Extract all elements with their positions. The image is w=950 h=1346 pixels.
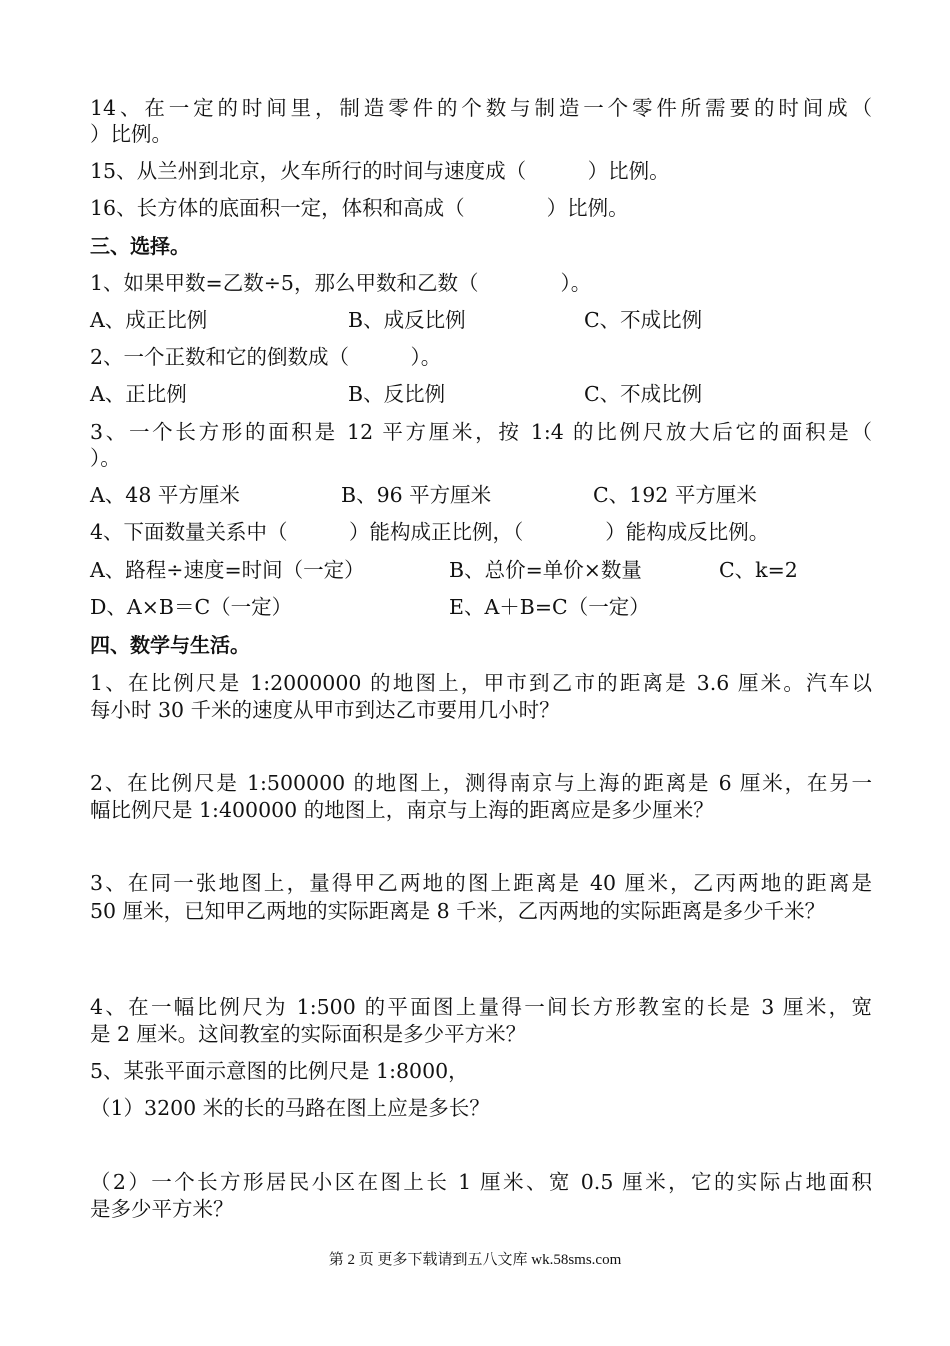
problem-5-sub-1: （1）3200 米的长的马路在图上应是多长？ [90, 1096, 490, 1120]
choice-1-option-c: C、不成比例 [584, 308, 703, 332]
choice-4-option-c: C、k=2 [719, 558, 798, 582]
choice-question-3-line2: ）。 [90, 446, 121, 470]
problem-1-line2: 每小时 30 千米的速度从甲市到达乙市要用几小时？ [90, 698, 560, 722]
page-footer: 第 2 页 更多下载请到五八文库 wk.58sms.com [328, 1252, 622, 1268]
choice-1-option-b: B、成反比例 [348, 308, 466, 332]
choice-4-option-d: D、A×B＝C（一定） [90, 595, 293, 619]
problem-3-line1: 3、在同一张地图上，量得甲乙两地的图上距离是 40 厘米，乙丙两地的距离是 [90, 871, 872, 895]
question-16: 16、长方体的底面积一定，体积和高成（ ）比例。 [90, 196, 629, 220]
choice-question-2: 2、一个正数和它的倒数成（ ）。 [90, 345, 442, 369]
question-14-line2: ）比例。 [90, 122, 172, 146]
problem-5: 5、某张平面示意图的比例尺是 1:8000， [90, 1059, 469, 1083]
choice-3-option-a: A、48 平方厘米 [90, 483, 240, 507]
choice-1-option-a: A、成正比例 [90, 308, 208, 332]
choice-2-option-a: A、正比例 [90, 382, 187, 406]
problem-2-line1: 2、在比例尺是 1:500000 的地图上，测得南京与上海的距离是 6 厘米，在另一 [90, 771, 872, 795]
section-4-title: 四、数学与生活。 [90, 633, 250, 657]
choice-3-option-b: B、96 平方厘米 [341, 483, 492, 507]
choice-4-option-a: A、路程÷速度=时间（一定） [90, 558, 365, 582]
problem-5-sub-2-line2: 是多少平方米？ [90, 1197, 234, 1221]
question-15: 15、从兰州到北京，火车所行的时间与速度成（ ）比例。 [90, 159, 670, 183]
choice-2-option-b: B、反比例 [348, 382, 446, 406]
choice-question-4: 4、下面数量关系中（ ）能构成正比例，（ ）能构成反比例。 [90, 520, 770, 544]
problem-2-line2: 幅比例尺是 1:400000 的地图上，南京与上海的距离应是多少厘米？ [90, 798, 714, 822]
choice-question-3-line1: 3、一个长方形的面积是 12 平方厘米，按 1:4 的比例尺放大后它的面积是（ [90, 420, 872, 444]
question-14-line1: 14、在一定的时间里，制造零件的个数与制造一个零件所需要的时间成（ [90, 96, 872, 120]
section-3-title: 三、选择。 [90, 234, 190, 258]
problem-4-line2: 是 2 厘米。这间教室的实际面积是多少平方米？ [90, 1022, 527, 1046]
problem-1-line1: 1、在比例尺是 1:2000000 的地图上，甲市到乙市的距离是 3.6 厘米。汽车以 [90, 671, 872, 695]
choice-4-option-b: B、总价=单价×数量 [449, 558, 642, 582]
choice-2-option-c: C、不成比例 [584, 382, 703, 406]
problem-3-line2: 50 厘米，已知甲乙两地的实际距离是 8 千米，乙丙两地的实际距离是多少千米？ [90, 899, 826, 923]
choice-3-option-c: C、192 平方厘米 [593, 483, 757, 507]
choice-question-1: 1、如果甲数=乙数÷5，那么甲数和乙数（ ）。 [90, 271, 592, 295]
choice-4-option-e: E、A＋B=C（一定） [449, 595, 650, 619]
problem-4-line1: 4、在一幅比例尺为 1:500 的平面图上量得一间长方形教室的长是 3 厘米，宽 [90, 995, 872, 1019]
problem-5-sub-2-line1: （2）一个长方形居民小区在图上长 1 厘米、宽 0.5 厘米，它的实际占地面积 [90, 1170, 872, 1194]
